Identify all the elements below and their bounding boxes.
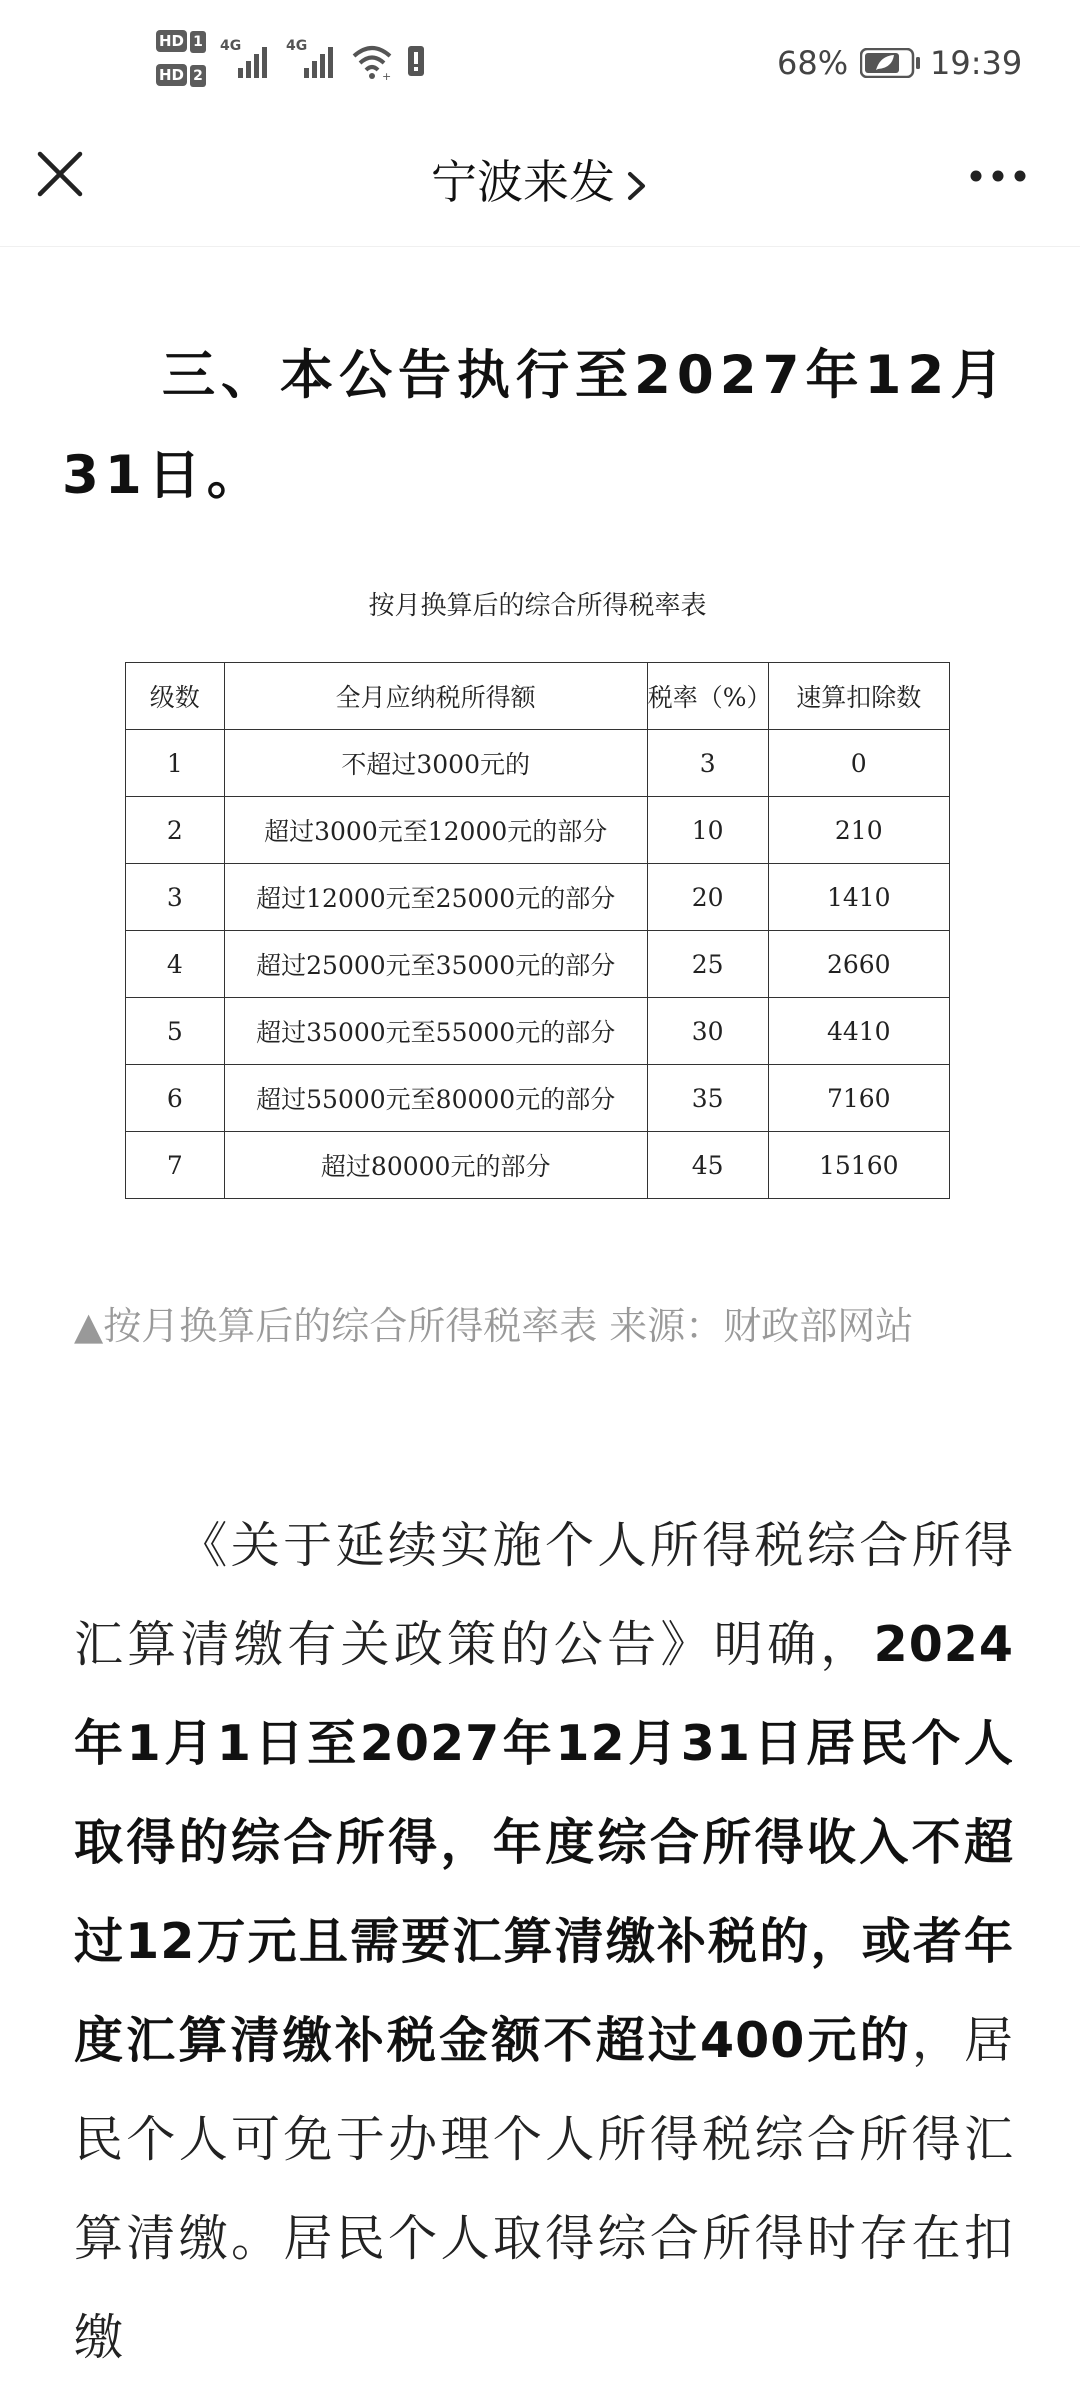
cell-quick-deduction: 0 [768,730,949,797]
status-bar [0,0,1080,120]
cell-taxable-income: 超过55000元至80000元的部分 [224,1065,647,1132]
table-row [126,1065,950,1132]
network-type-label: 4G [286,38,308,54]
cell-taxable-income: 超过35000元至55000元的部分 [224,998,647,1065]
header-quick-deduction: 速算扣除数 [768,663,949,730]
cell-level: 4 [126,931,225,998]
cell-quick-deduction: 7160 [768,1065,949,1132]
cell-tax-rate: 45 [647,1132,768,1199]
paragraph-text: 《关于延续实施个人所得税综合所得汇算清缴有关政策的公告》明确， [74,1517,1014,1673]
cell-quick-deduction: 210 [768,797,949,864]
signal-sim2 [286,38,342,84]
header-taxable-income: 全月应纳税所得额 [224,663,647,730]
cell-taxable-income: 不超过3000元的 [224,730,647,797]
header-tax-rate: 税率（%） [647,663,768,730]
cell-quick-deduction: 2660 [768,931,949,998]
tax-rate-table-image [125,586,950,1199]
clock: 19:39 [930,44,1023,82]
cell-quick-deduction: 4410 [768,998,949,1065]
header-level: 级数 [126,663,225,730]
cell-level: 1 [126,730,225,797]
sim-alert-icon [406,42,426,80]
section-heading-text: 三、本公告执行至2027年12月31日。 [62,345,1010,506]
sim-number: 2 [190,65,206,87]
cell-quick-deduction: 1410 [768,864,949,931]
hd-indicator-1 [156,30,212,56]
cell-level: 2 [126,797,225,864]
table-title: 按月换算后的综合所得税率表 [368,591,707,621]
table-row [126,730,950,797]
section-heading [62,326,1022,526]
account-title: 宁波来发 [431,155,615,209]
table-row [126,1132,950,1199]
paragraph-text-continued: ，居民个人可免于办理个人所得税综合所得汇算清缴。居民个人取得综合所得时存在扣缴 [74,2012,1014,2366]
cell-taxable-income: 超过12000元至25000元的部分 [224,864,647,931]
table-row [126,931,950,998]
tax-rate-table [125,662,950,1199]
cell-tax-rate: 3 [647,730,768,797]
cell-taxable-income: 超过3000元至12000元的部分 [224,797,647,864]
cell-level: 7 [126,1132,225,1199]
sim-number: 1 [190,31,206,53]
image-caption: ▲按月换算后的综合所得税率表 来源：财政部网站 [74,1304,914,1348]
hd-label: HD [156,64,187,86]
table-row [126,998,950,1065]
network-type-label: 4G [220,38,242,54]
cell-taxable-income: 超过80000元的部分 [224,1132,647,1199]
signal-icon [236,42,276,82]
nav-bar [0,120,1080,247]
svg-text:+: + [382,70,392,82]
more-icon[interactable] [968,168,1028,184]
cell-level: 3 [126,864,225,931]
cell-level: 6 [126,1065,225,1132]
table-header-row [126,663,950,730]
cell-taxable-income: 超过25000元至35000元的部分 [224,931,647,998]
cell-tax-rate: 20 [647,864,768,931]
cell-quick-deduction: 15160 [768,1132,949,1199]
cell-tax-rate: 25 [647,931,768,998]
table-row [126,864,950,931]
battery-percent: 68% [777,44,849,82]
battery-icon [860,48,922,78]
wifi-icon [350,42,398,82]
hd-indicators [156,30,212,92]
signal-sim1 [220,38,276,84]
article-paragraph [74,1496,1014,2387]
cell-tax-rate: 10 [647,797,768,864]
chevron-right-icon [625,166,649,206]
cell-tax-rate: 30 [647,998,768,1065]
signal-icon [302,42,342,82]
cell-tax-rate: 35 [647,1065,768,1132]
cell-level: 5 [126,998,225,1065]
hd-label: HD [156,30,187,52]
account-title-link[interactable] [0,146,1080,212]
paragraph-bold-text: 2024年1月1日至2027年12月31日居民个人取得的综合所得，年度综合所得收入不超过12万元且需要汇算清缴补税的，或者年度汇算清缴补税金额不超过400元的 [74,1616,1014,2069]
hd-indicator-2 [156,64,212,90]
table-row [126,797,950,864]
